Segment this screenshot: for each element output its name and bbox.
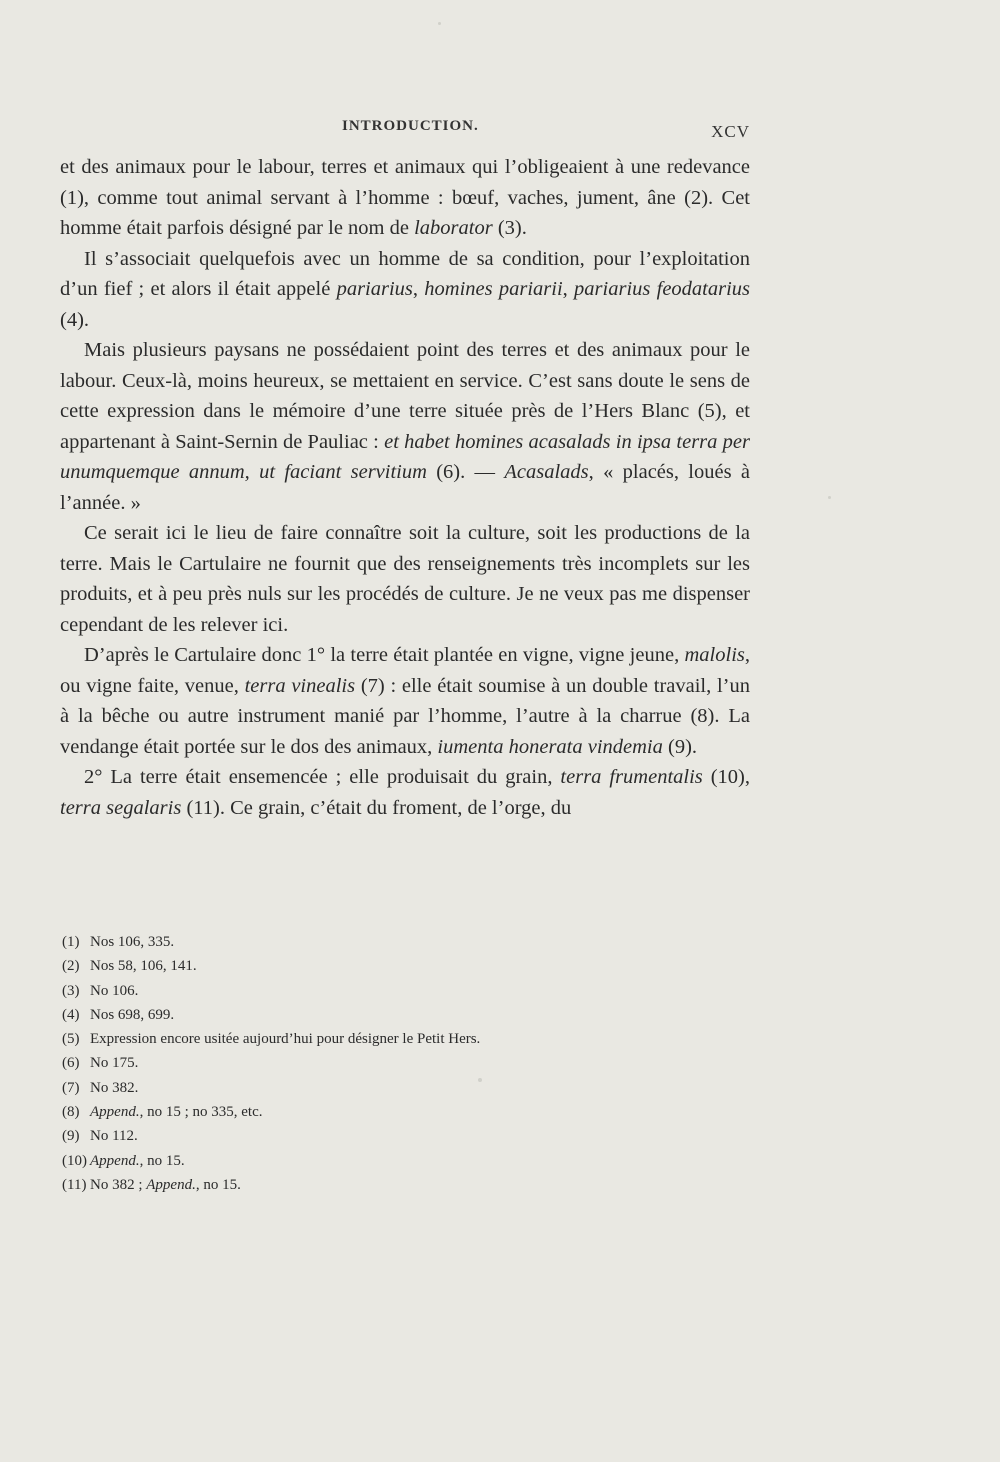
footnote-text xyxy=(90,1076,138,1100)
footnote-text xyxy=(90,1051,138,1075)
italic-run: terra frumentalis xyxy=(560,766,703,788)
italic-run: Append. xyxy=(90,1152,140,1169)
text-run: (7) : elle était soumise à un double travail, l’un à la bêche ou autre instrument manié par l’homme, l’autre à la charrue (8). La vendange était portée sur le dos des animaux, xyxy=(60,674,750,758)
footnote-text xyxy=(90,1149,185,1173)
text-run: Mais plusieurs paysans ne possédaient point des terres et des animaux pour le labour. Ceux-là, moins heureux, se mettaient en service. C’est sans doute le sens de cette expression dans le mémoire d’une terre située près de l’Hers Blanc (5), et appartenant à Saint-Sernin de Pauliac : xyxy=(60,339,750,453)
footnote xyxy=(62,1149,662,1173)
paper-speck xyxy=(478,1078,482,1082)
italic-run: terra segalaris xyxy=(60,796,182,819)
italic-run: malolis xyxy=(684,644,745,666)
running-head xyxy=(60,118,750,140)
footnote-number: (10) xyxy=(62,1152,87,1169)
paragraph xyxy=(60,244,750,336)
footnote xyxy=(62,1027,662,1051)
italic-run: homines pariarii xyxy=(424,278,563,300)
text-run: (9). xyxy=(662,735,698,758)
text-run: 2° La terre était ensemencée ; elle produisait du grain, xyxy=(84,766,561,788)
text-run: (6). — xyxy=(426,461,505,483)
text-run: (10), xyxy=(702,766,750,788)
text-run: Expression encore usitée aujourd’hui pour désigner le Petit Hers. xyxy=(90,1031,481,1048)
footnote xyxy=(62,1003,662,1027)
footnote xyxy=(62,1076,662,1100)
footnote-number: (7) xyxy=(62,1079,80,1096)
text-run: No 175. xyxy=(90,1055,139,1072)
paragraph xyxy=(60,640,750,762)
italic-run: pariarius xyxy=(336,278,413,300)
footnote-number: (5) xyxy=(62,1031,80,1048)
page-number: XCV xyxy=(711,122,750,141)
text-run: Il s’associait quelquefois avec un homme de sa condition, pour l’exploitation d’un fief ; et alors il était appelé xyxy=(60,247,750,300)
footnote-number: (2) xyxy=(62,958,80,975)
italic-run: terra vinealis xyxy=(244,674,356,697)
text-run: , xyxy=(412,278,425,300)
text-run: , no 15. xyxy=(195,1176,241,1193)
footnote xyxy=(62,954,662,978)
text-run: , no 15. xyxy=(139,1152,185,1169)
text-run: Ce serait ici le lieu de faire connaître soit la culture, soit les productions de la terre. Mais le Cartulaire ne fournit que des renseignements très incomplets sur les produits, et à peu près nuls sur les procédés de culture. Je ne veux pas me dispenser cependant de les relever ici. xyxy=(60,522,750,636)
text-run: et des animaux pour le labour, terres et animaux qui l’obligeaient à une redevance (1), comme tout animal servant à l’homme : bœuf, vaches, jument, âne (2). Cet homme était parfois désigné par le nom de xyxy=(60,156,750,239)
footnote-text xyxy=(90,930,174,954)
text-run: (11). Ce grain, c’était du froment, de l’orge, du xyxy=(181,796,572,819)
footnote-number: (9) xyxy=(62,1128,80,1145)
text-run: Nos 58, 106, 141. xyxy=(90,958,197,975)
text-run: D’après le Cartulaire donc 1° la terre était plantée en vigne, vigne jeune, xyxy=(84,644,685,666)
footnote xyxy=(62,1100,662,1124)
footnote xyxy=(62,1124,662,1148)
footnote-text xyxy=(90,1100,262,1124)
paper-speck xyxy=(828,496,831,499)
italic-run: et habet homines acasalads in ipsa terra per unumquemque annum, ut faciant servitium xyxy=(60,430,750,483)
text-run: , no 15 ; no 335, etc. xyxy=(139,1104,263,1121)
text-run: , ou vigne faite, venue, xyxy=(60,644,750,697)
footnotes xyxy=(62,930,662,1197)
text-run: No 112. xyxy=(90,1128,138,1145)
text-run: (4). xyxy=(60,308,90,331)
italic-run: laborator xyxy=(414,217,493,239)
footnote-text xyxy=(90,1124,138,1148)
text-run: No 382 ; xyxy=(90,1176,147,1193)
footnote-number: (6) xyxy=(62,1055,80,1072)
paragraph xyxy=(60,152,750,244)
italic-run: Append. xyxy=(90,1104,140,1121)
footnote-text xyxy=(90,1173,241,1197)
footnote-number: (11) xyxy=(62,1176,87,1193)
footnote-text xyxy=(90,1003,174,1027)
footnote xyxy=(62,930,662,954)
italic-run: Append. xyxy=(146,1176,196,1193)
footnote-number: (1) xyxy=(62,934,80,950)
footnote xyxy=(62,979,662,1003)
paragraph xyxy=(60,762,750,823)
italic-run: iumenta honerata vindemia xyxy=(437,735,663,758)
footnote-text xyxy=(90,979,138,1003)
text-run: , xyxy=(562,278,575,300)
paragraph xyxy=(60,335,750,518)
text-run: , « placés, loués à l’année. » xyxy=(60,461,750,514)
footnote-number: (4) xyxy=(62,1006,80,1023)
text-run: No 382. xyxy=(90,1079,139,1096)
main-text xyxy=(60,152,750,823)
italic-run: pariarius feodatarius xyxy=(574,278,751,300)
text-run: No 106. xyxy=(90,982,139,999)
footnote-text xyxy=(90,1027,480,1051)
footnote xyxy=(62,1051,662,1075)
text-run: (3). xyxy=(492,217,527,239)
footnote xyxy=(62,1173,662,1197)
text-run: Nos 698, 699. xyxy=(90,1006,175,1023)
footnote-text xyxy=(90,954,197,978)
paragraph xyxy=(60,518,750,640)
italic-run: Acasalads xyxy=(504,461,589,483)
paper-speck xyxy=(438,22,441,25)
footnote-number: (8) xyxy=(62,1104,80,1121)
running-title: INTRODUCTION. xyxy=(342,118,479,134)
footnote-number: (3) xyxy=(62,982,80,999)
text-run: Nos 106, 335. xyxy=(90,934,175,950)
